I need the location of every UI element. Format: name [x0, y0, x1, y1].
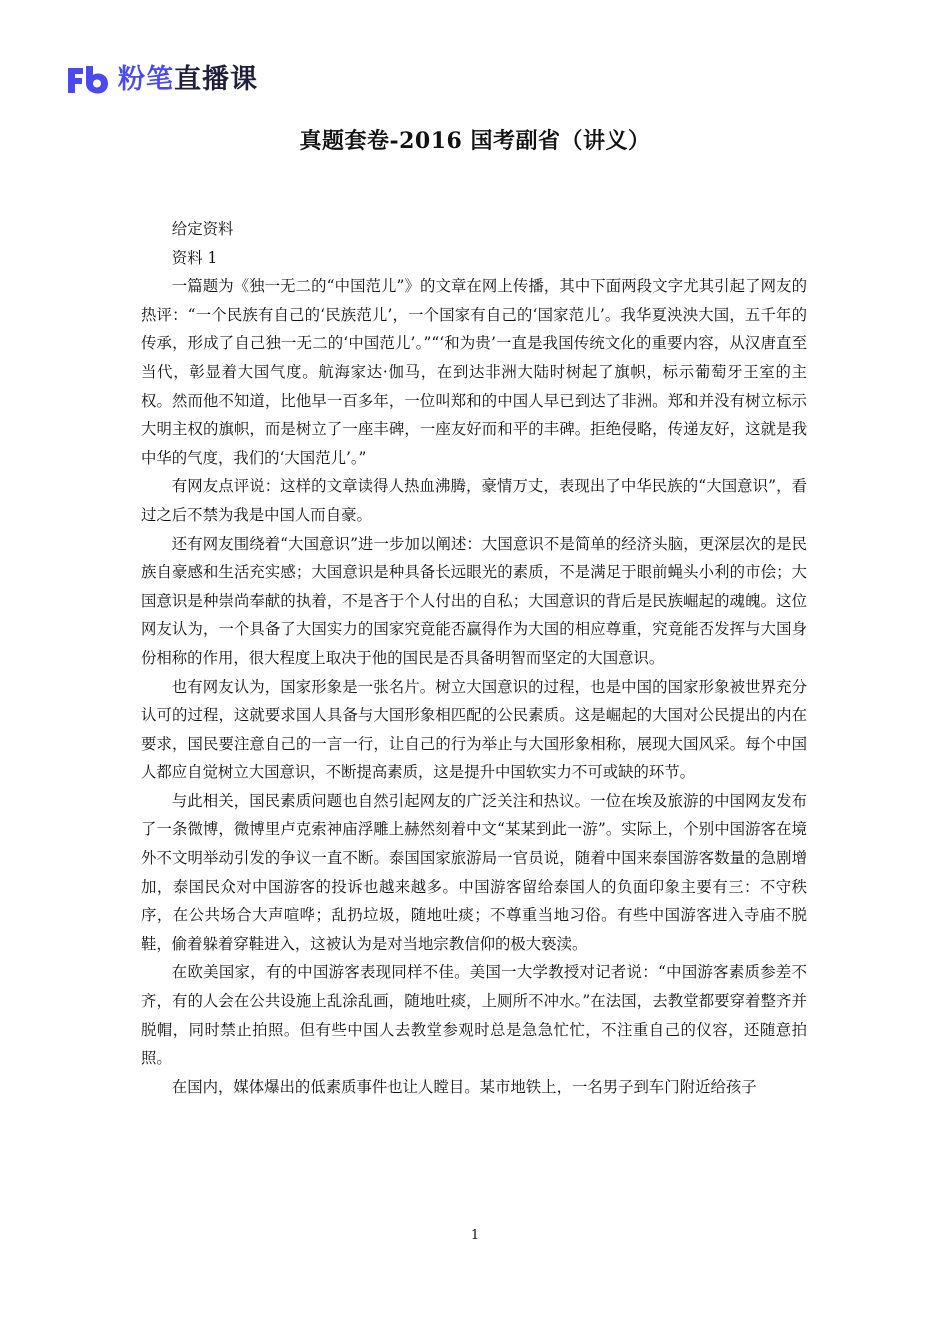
logo-text: [118, 60, 258, 100]
document-title: 真题套卷-2016 国考副省（讲义）: [299, 128, 651, 154]
document-body: [141, 215, 807, 1101]
paragraph: 有网友点评说：这样的文章读得人热血沸腾，豪情万丈，表现出了中华民族的“大国意识”，看过之后不禁为我是中国人而自豪。: [141, 477, 807, 524]
paragraph: 在国内，媒体爆出的低素质事件也让人瞠目。某市地铁上，一名男子到车门附近给孩子: [171, 1077, 757, 1096]
paragraph: 还有网友围绕着“大国意识”进一步加以阐述：大国意识不是简单的经济头脑，更深层次的是民族自豪感和生活充实感；大国意识是种具备长远眼光的素质，不是满足于眼前蝇头小利的市侩；大国意识是种崇尚奉献的执着，不是吝于个人付出的自私；大国意识的背后是民族崛起的魂魄。这位网友认为，一个具备了大国实力的国家究竟能否赢得作为大国的相应尊重，究竟能否发挥与大国身份相称的作用，很大程度上取决于他的国民是否具备明智而坚定的大国意识。: [141, 534, 807, 667]
material-label: 资料 1: [171, 248, 218, 267]
logo-brand-text: 粉笔: [118, 64, 174, 95]
paragraph: 在欧美国家，有的中国游客表现同样不佳。美国一大学教授对记者说：“中国游客素质参差不齐，有的人会在公共设施上乱涂乱画，随地吐痰，上厕所不冲水。”在法国，去教堂都要穿着整齐并脱帽，同时禁止拍照。但有些中国人去教堂参观时总是急急忙忙，不注重自己的仪容，还随意拍照。: [141, 963, 807, 1068]
paragraph: 一篇题为《独一无二的“中国范儿”》的文章在网上传播，其中下面两段文字尤其引起了网友的热评：“一个民族有自己的‘民族范儿’，一个国家有自己的‘国家范儿’。我华夏泱泱大国，五千年的传承，形成了自己独一无二的‘中国范儿’。”“‘和为贵’一直是我国传统文化的重要内容，从汉唐直至当代，彰显着大国气度。航海家达·伽马，在到达非洲大陆时树起了旗帜，标示葡萄牙王室的主权。然而他不知道，比他早一百多年，一位叫郑和的中国人早已到达了非洲。郑和并没有树立标示大明主权的旗帜，而是树立了一座丰碑，一座友好而和平的丰碑。拒绝侵略，传递友好，这就是我中华的气度，我们的‘大国范儿’。”: [141, 277, 807, 467]
logo-sub-text: 直播课: [174, 64, 258, 95]
section-label: 给定资料: [171, 220, 234, 238]
paragraph: 与此相关，国民素质问题也自然引起网友的广泛关注和热议。一位在埃及旅游的中国网友发布了一条微博，微博里卢克索神庙浮雕上赫然刻着中文“某某到此一游”。实际上，个别中国游客在境外不文明举动引发的争议一直不断。泰国国家旅游局一官员说，随着中国来泰国游客数量的急剧增加，泰国民众对中国游客的投诉也越来越多。中国游客留给泰国人的负面印象主要有三：不守秩序，在公共场合大声喧哗；乱扔垃圾，随地吐痰；不尊重当地习俗。有些中国游客进入寺庙不脱鞋，偷着躲着穿鞋进入，这被认为是对当地宗教信仰的极大亵渎。: [141, 791, 807, 953]
header-logo: [66, 60, 258, 100]
fb-logo-icon: [66, 63, 110, 97]
paragraph: 也有网友认为，国家形象是一张名片。树立大国意识的过程，也是中国的国家形象被世界充分认可的过程，这就要求国人具备与大国形象相匹配的公民素质。这是崛起的大国对公民提出的内在要求，国民要注意自己的一言一行，让自己的行为举止与大国形象相称，展现大国风采。每个中国人都应自觉树立大国意识，不断提高素质，这是提升中国软实力不可或缺的环节。: [141, 677, 807, 782]
page-number: 1: [470, 1228, 480, 1243]
